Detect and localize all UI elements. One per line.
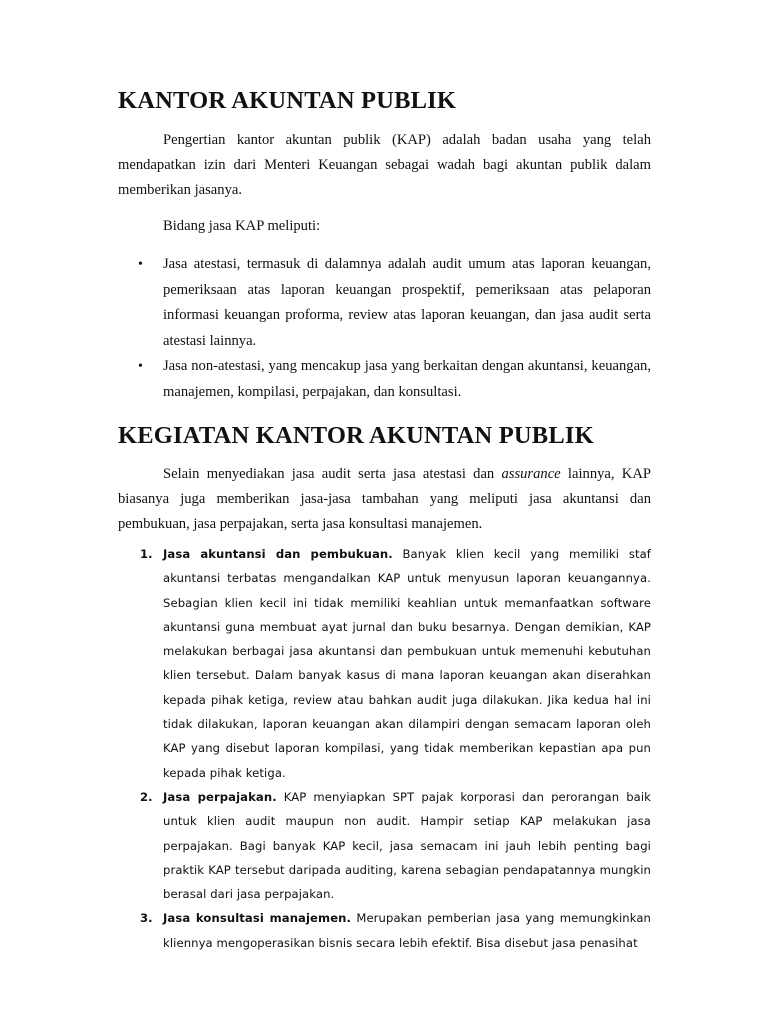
bullet-item: • Jasa atestasi, termasuk di dalamnya adalah audit umum atas laporan keuangan, pemeriksaan atas laporan keuangan prospektif, pemeriksaan atas pelaporan informasi keuangan proforma, review atas laporan keuangan, dan jasa audit serta atestasi lainnya. xyxy=(118,252,651,354)
bullet-item: • Jasa non-atestasi, yang mencakup jasa yang berkaitan dengan akuntansi, keuangan, manajemen, kompilasi, perpajakan, dan konsultasi. xyxy=(118,354,651,405)
section-kantor-akuntan-publik xyxy=(118,86,651,405)
list-item xyxy=(118,785,651,906)
intro-text: Selain menyediakan jasa audit serta jasa atestasi dan xyxy=(163,466,502,482)
item-number: 2. xyxy=(140,789,153,804)
item-text: KAP menyiapkan SPT pajak korporasi dan perorangan baik untuk klien audit maupun non audit. Hampir setiap KAP melakukan jasa perpajakan. Bagi banyak KAP kecil, jasa semacam ini jauh lebih penting bagi praktik KAP tersebut daripada auditing, karena sebagian pendapatannya mungkin berasal dari jasa perpajakan. xyxy=(163,789,651,902)
intro-paragraph xyxy=(118,462,651,537)
lead-paragraph: Bidang jasa KAP meliputi: xyxy=(163,218,321,234)
item-lead: Jasa perpajakan. xyxy=(163,789,277,804)
section-title: KANTOR AKUNTAN PUBLIK xyxy=(118,87,457,114)
section-title: KEGIATAN KANTOR AKUNTAN PUBLIK xyxy=(118,422,594,449)
list-item xyxy=(118,906,651,955)
numbered-list xyxy=(118,542,651,955)
list-item xyxy=(118,542,651,785)
item-lead: Jasa akuntansi dan pembukuan. xyxy=(163,547,393,561)
item-lead: Jasa konsultasi manajemen. xyxy=(163,911,352,926)
item-number: 3. xyxy=(140,911,153,926)
intro-paragraph: Pengertian kantor akuntan publik (KAP) adalah badan usaha yang telah mendapatkan izin dari Menteri Keuangan sebagai wadah bagi akuntan publik dalam memberikan jasanya. xyxy=(118,132,651,198)
section-kegiatan-kap xyxy=(118,421,651,955)
bullet-list xyxy=(118,252,651,405)
document-body xyxy=(118,86,651,955)
item-text: Merupakan pemberian jasa yang memungkinkan kliennya mengoperasikan bisnis secara lebih efektif. Bisa disebut jasa penasihat xyxy=(163,911,651,950)
item-number: 1. xyxy=(140,547,153,561)
item-text: Banyak klien kecil yang memiliki staf akuntansi terbatas mengandalkan KAP untuk menyusun laporan keuangannya. Sebagian klien kecil ini tidak memiliki keahlian untuk memanfaatkan software akuntansi guna membuat ayat jurnal dan buku besarnya. Dengan demikian, KAP melakukan berbagai jasa akuntansi dan pembukuan untuk memenuhi kebutuhan klien tersebut. Dalam banyak kasus di mana laporan keuangan akan diserahkan kepada pihak ketiga, review atau bahkan audit juga dilakukan. Jika kedua hal ini tidak dilakukan, laporan keuangan akan dilampiri dengan semacam laporan oleh KAP yang disebut laporan kompilasi, yang tidak memberikan kepastian apa pun kepada pihak ketiga. xyxy=(163,547,651,780)
intro-emphasis: assurance xyxy=(501,466,561,482)
intro-text: lainnya, KAP biasanya juga memberikan jasa-jasa tambahan yang meliputi jasa akuntansi dan pembukuan, jasa perpajakan, serta jasa konsultasi manajemen. xyxy=(118,466,651,532)
